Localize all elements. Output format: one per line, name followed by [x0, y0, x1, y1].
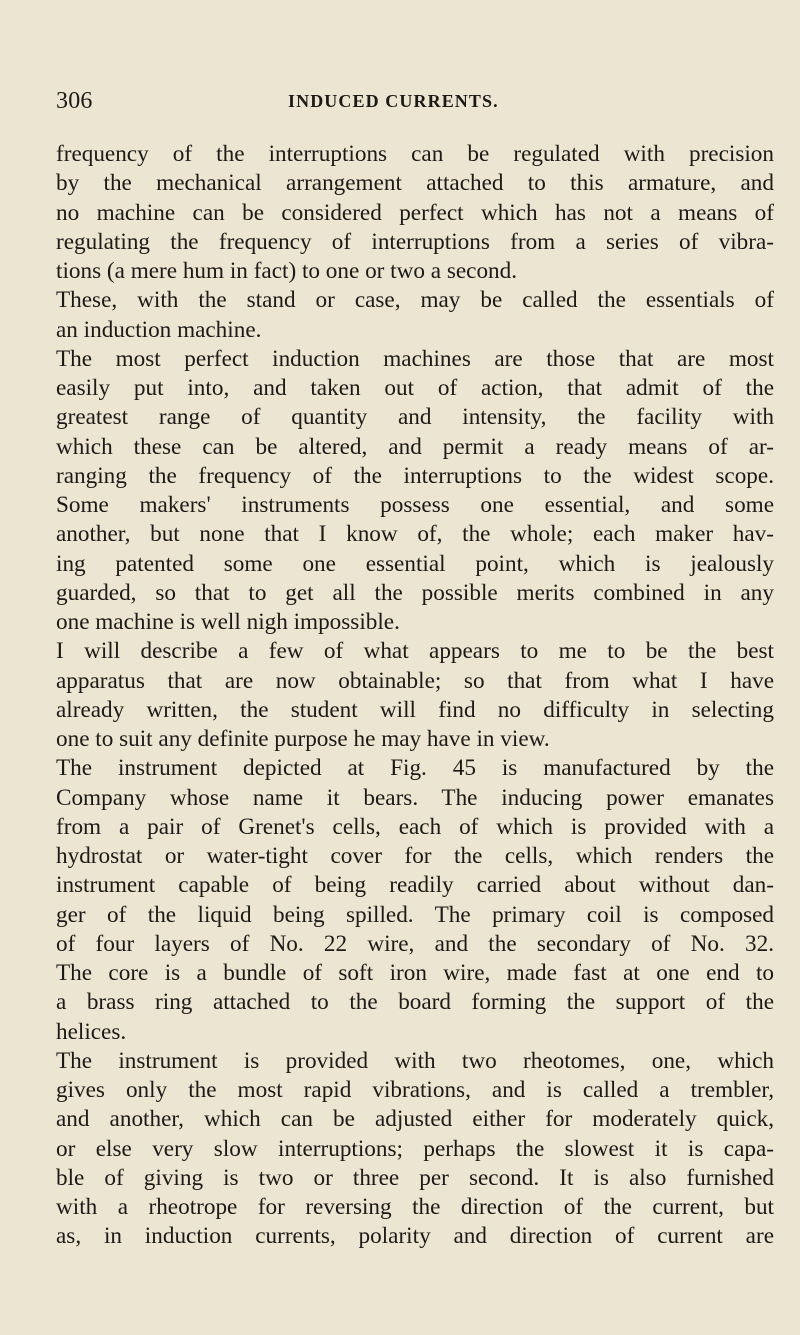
text-line: greatest range of quantity and intensity, the facility with [56, 404, 774, 431]
text-line: guarded, so that to get all the possible merits combined in any [56, 579, 774, 606]
text-line: The core is a bundle of soft iron wire, made fast at one end to [56, 960, 774, 986]
text-line: already written, the student will find no difficulty in selecting [56, 696, 774, 723]
text-line: an induction machine. [56, 316, 262, 343]
body-text [56, 140, 774, 1252]
text-line: hydrostat or water-tight cover for the cells, which renders the [56, 843, 774, 869]
text-line: one machine is well nigh impossible. [56, 609, 400, 635]
text-line: I will describe a few of what appears to me to be the best [56, 638, 774, 665]
text-line: Some makers' instruments possess one essential, and some [56, 492, 774, 518]
text-line: The most perfect induction machines are those that are most [56, 345, 774, 372]
text-line: a brass ring attached to the board forming the support of the [56, 989, 774, 1016]
text-line: easily put into, and taken out of action, that admit of the [56, 375, 774, 401]
text-line: or else very slow interruptions; perhaps the slowest it is capa- [56, 1135, 774, 1162]
text-line: ing patented some one essential point, which is jealously [56, 550, 774, 577]
text-line: and another, which can be adjusted either for moderately quick, [56, 1106, 774, 1133]
text-line: regulating the frequency of interruptions from a series of vibra- [56, 228, 774, 255]
text-line: The instrument is provided with two rheotomes, one, which [56, 1047, 774, 1074]
text-line: Company whose name it bears. The inducing power emanates [56, 784, 774, 811]
text-line: from a pair of Grenet's cells, each of which is provided with a [56, 813, 774, 840]
text-line: one to suit any definite purpose he may have in view. [56, 726, 550, 752]
text-line: another, but none that I know of, the whole; each maker hav- [56, 521, 774, 548]
text-line: as, in induction currents, polarity and direction of current are [56, 1223, 774, 1250]
text-line: of four layers of No. 22 wire, and the secondary of No. 32. [56, 930, 774, 957]
text-line: no machine can be considered perfect which has not a means of [56, 199, 774, 226]
text-line: apparatus that are now obtainable; so that from what I have [56, 667, 774, 694]
page-number: 306 [56, 88, 93, 114]
text-line: ger of the liquid being spilled. The primary coil is composed [56, 901, 774, 928]
page-header [56, 84, 774, 118]
text-line: by the mechanical arrangement attached to this armature, and [56, 170, 774, 197]
running-head: INDUCED CURRENTS. [288, 91, 499, 111]
text-line: The instrument depicted at Fig. 45 is manufactured by the [56, 755, 774, 782]
text-line: ranging the frequency of the interruptions to the widest scope. [56, 462, 774, 489]
text-line: frequency of the interruptions can be regulated with precision [56, 141, 774, 167]
text-line: with a rheotrope for reversing the direction of the current, but [56, 1194, 774, 1220]
text-line: which these can be altered, and permit a ready means of ar- [56, 433, 774, 460]
text-line: tions (a mere hum in fact) to one or two a second. [56, 258, 518, 284]
text-line: ble of giving is two or three per second. It is also furnished [56, 1164, 774, 1191]
text-line: gives only the most rapid vibrations, and is called a trembler, [56, 1077, 774, 1103]
text-line: instrument capable of being readily carried about without dan- [56, 872, 774, 899]
text-line: These, with the stand or case, may be called the essentials of [56, 287, 774, 314]
text-line: helices. [56, 1018, 127, 1045]
